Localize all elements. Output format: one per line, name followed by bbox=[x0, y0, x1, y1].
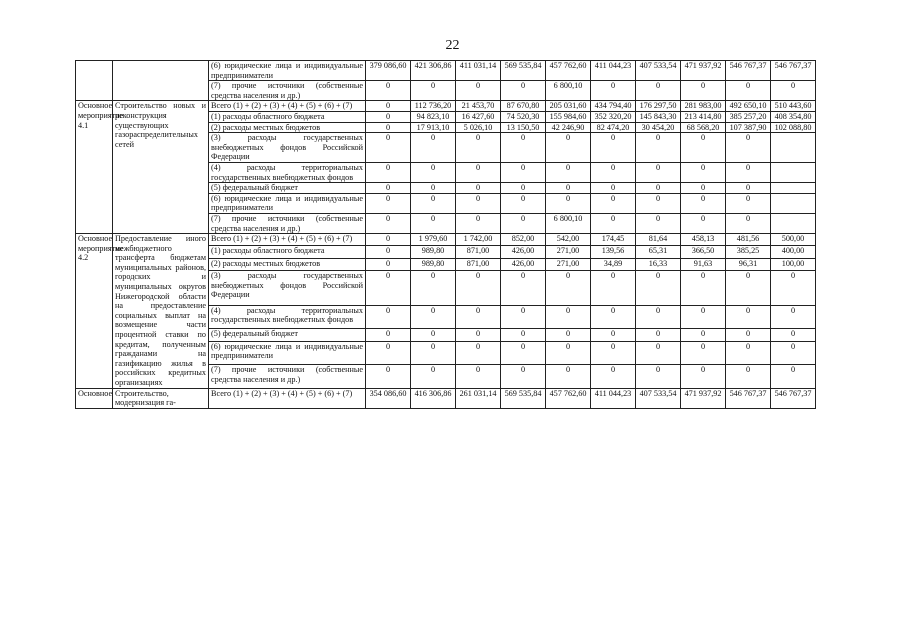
value-cell: 176 297,50 bbox=[636, 101, 681, 112]
value-cell: 385,25 bbox=[726, 246, 771, 258]
value-cell: 852,00 bbox=[501, 234, 546, 246]
value-cell: 0 bbox=[411, 162, 456, 182]
value-cell: 0 bbox=[681, 81, 726, 101]
value-cell: 385 257,20 bbox=[726, 111, 771, 122]
value-cell: 0 bbox=[591, 341, 636, 365]
value-cell: 0 bbox=[366, 111, 411, 122]
value-cell: 91,63 bbox=[681, 258, 726, 270]
value-cell: 0 bbox=[636, 305, 681, 329]
funding-source-cell: (5) федеральный бюджет bbox=[209, 183, 366, 194]
value-cell: 139,56 bbox=[591, 246, 636, 258]
value-cell: 457 762,60 bbox=[546, 388, 591, 408]
value-cell: 569 535,84 bbox=[501, 61, 546, 81]
value-cell: 0 bbox=[591, 213, 636, 233]
value-cell: 546 767,37 bbox=[771, 388, 816, 408]
value-cell: 100,00 bbox=[771, 258, 816, 270]
value-cell: 0 bbox=[591, 81, 636, 101]
value-cell: 0 bbox=[636, 329, 681, 341]
value-cell: 0 bbox=[411, 183, 456, 194]
value-cell: 0 bbox=[501, 193, 546, 213]
value-cell: 471 937,92 bbox=[681, 388, 726, 408]
value-cell: 0 bbox=[366, 133, 411, 163]
value-cell: 0 bbox=[366, 162, 411, 182]
value-cell: 354 086,60 bbox=[366, 388, 411, 408]
value-cell: 0 bbox=[771, 305, 816, 329]
value-cell: 0 bbox=[411, 81, 456, 101]
value-cell: 0 bbox=[411, 193, 456, 213]
value-cell: 0 bbox=[456, 81, 501, 101]
value-cell: 0 bbox=[681, 193, 726, 213]
value-cell: 0 bbox=[726, 183, 771, 194]
value-cell: 16 427,60 bbox=[456, 111, 501, 122]
value-cell: 0 bbox=[456, 133, 501, 163]
value-cell: 0 bbox=[501, 341, 546, 365]
table-row bbox=[76, 234, 816, 246]
value-cell: 400,00 bbox=[771, 246, 816, 258]
value-cell: 0 bbox=[366, 365, 411, 389]
value-cell: 0 bbox=[456, 183, 501, 194]
event-name-cell bbox=[113, 61, 209, 101]
value-cell: 0 bbox=[591, 365, 636, 389]
funding-source-cell: (1) расходы областного бюджета bbox=[209, 246, 366, 258]
value-cell: 0 bbox=[681, 213, 726, 233]
value-cell: 352 320,20 bbox=[591, 111, 636, 122]
value-cell: 408 354,80 bbox=[771, 111, 816, 122]
value-cell: 989,80 bbox=[411, 246, 456, 258]
value-cell: 0 bbox=[591, 133, 636, 163]
value-cell: 0 bbox=[411, 329, 456, 341]
value-cell: 74 520,30 bbox=[501, 111, 546, 122]
value-cell bbox=[771, 183, 816, 194]
table-row bbox=[76, 101, 816, 112]
value-cell: 0 bbox=[771, 81, 816, 101]
value-cell: 471 937,92 bbox=[681, 61, 726, 81]
value-cell: 0 bbox=[591, 183, 636, 194]
value-cell: 34,89 bbox=[591, 258, 636, 270]
value-cell: 0 bbox=[636, 213, 681, 233]
funding-source-cell: (1) расходы областного бюджета bbox=[209, 111, 366, 122]
value-cell: 0 bbox=[366, 271, 411, 306]
funding-source-cell: (2) расходы местных бюджетов bbox=[209, 122, 366, 133]
value-cell: 0 bbox=[546, 365, 591, 389]
event-name-cell: Предоставление иного межбюджетного трансферта бюджетам муниципальных районов, городских и муниципальных округов Нижегородской области на предоставление социальных выплат на возмещение части процентной ставки по кредитам, полученным гражданами на газификацию жилья в российских кредитных организациях bbox=[113, 234, 209, 389]
value-cell: 0 bbox=[726, 193, 771, 213]
value-cell: 174,45 bbox=[591, 234, 636, 246]
value-cell: 416 306,86 bbox=[411, 388, 456, 408]
value-cell: 0 bbox=[726, 341, 771, 365]
value-cell: 82 474,20 bbox=[591, 122, 636, 133]
value-cell: 0 bbox=[546, 305, 591, 329]
funding-source-cell: (4) расходы территориальных государственных внебюджетных фондов bbox=[209, 162, 366, 182]
value-cell: 434 794,40 bbox=[591, 101, 636, 112]
value-cell: 155 984,60 bbox=[546, 111, 591, 122]
value-cell: 0 bbox=[366, 329, 411, 341]
value-cell: 411 044,23 bbox=[591, 61, 636, 81]
value-cell: 0 bbox=[681, 183, 726, 194]
value-cell: 569 535,84 bbox=[501, 388, 546, 408]
value-cell: 0 bbox=[366, 183, 411, 194]
value-cell: 0 bbox=[456, 329, 501, 341]
value-cell: 17 913,10 bbox=[411, 122, 456, 133]
value-cell: 271,00 bbox=[546, 246, 591, 258]
value-cell: 0 bbox=[636, 341, 681, 365]
value-cell bbox=[771, 162, 816, 182]
value-cell: 0 bbox=[456, 193, 501, 213]
funding-source-cell: Всего (1) + (2) + (3) + (4) + (5) + (6) + (7) bbox=[209, 234, 366, 246]
funding-source-cell: (6) юридические лица и индивидуальные предприниматели bbox=[209, 61, 366, 81]
value-cell: 0 bbox=[591, 329, 636, 341]
value-cell: 546 767,37 bbox=[726, 388, 771, 408]
value-cell: 65,31 bbox=[636, 246, 681, 258]
value-cell: 0 bbox=[411, 305, 456, 329]
value-cell: 205 031,60 bbox=[546, 101, 591, 112]
value-cell: 0 bbox=[636, 162, 681, 182]
value-cell: 261 031,14 bbox=[456, 388, 501, 408]
value-cell: 0 bbox=[546, 329, 591, 341]
value-cell: 500,00 bbox=[771, 234, 816, 246]
event-name-cell: Строительство, модернизация га- bbox=[113, 388, 209, 408]
funding-source-cell: (7) прочие источники (собственные средства населения и др.) bbox=[209, 365, 366, 389]
value-cell: 94 823,10 bbox=[411, 111, 456, 122]
event-code-cell: Основное мероприятие 4.1 bbox=[76, 101, 113, 234]
value-cell: 546 767,37 bbox=[771, 61, 816, 81]
value-cell: 0 bbox=[366, 213, 411, 233]
value-cell: 30 454,20 bbox=[636, 122, 681, 133]
value-cell: 411 044,23 bbox=[591, 388, 636, 408]
value-cell: 0 bbox=[366, 122, 411, 133]
value-cell: 102 088,80 bbox=[771, 122, 816, 133]
funding-source-cell: Всего (1) + (2) + (3) + (4) + (5) + (6) + (7) bbox=[209, 388, 366, 408]
value-cell: 457 762,60 bbox=[546, 61, 591, 81]
value-cell: 96,31 bbox=[726, 258, 771, 270]
funding-source-cell: (7) прочие источники (собственные средства населения и др.) bbox=[209, 81, 366, 101]
value-cell: 0 bbox=[771, 365, 816, 389]
value-cell: 0 bbox=[366, 81, 411, 101]
funding-source-cell: (4) расходы территориальных государственных внебюджетных фондов bbox=[209, 305, 366, 329]
table-row bbox=[76, 61, 816, 81]
value-cell: 0 bbox=[456, 162, 501, 182]
value-cell: 0 bbox=[456, 213, 501, 233]
value-cell: 0 bbox=[591, 193, 636, 213]
value-cell: 0 bbox=[366, 234, 411, 246]
value-cell: 426,00 bbox=[501, 258, 546, 270]
value-cell: 492 650,10 bbox=[726, 101, 771, 112]
value-cell: 0 bbox=[411, 271, 456, 306]
value-cell: 16,33 bbox=[636, 258, 681, 270]
value-cell: 0 bbox=[636, 81, 681, 101]
value-cell: 0 bbox=[501, 133, 546, 163]
value-cell: 145 843,30 bbox=[636, 111, 681, 122]
value-cell: 871,00 bbox=[456, 258, 501, 270]
value-cell: 21 453,70 bbox=[456, 101, 501, 112]
value-cell: 0 bbox=[411, 213, 456, 233]
value-cell: 542,00 bbox=[546, 234, 591, 246]
value-cell: 0 bbox=[546, 341, 591, 365]
value-cell: 0 bbox=[366, 193, 411, 213]
value-cell: 0 bbox=[411, 365, 456, 389]
value-cell: 0 bbox=[636, 193, 681, 213]
value-cell: 0 bbox=[636, 183, 681, 194]
value-cell: 0 bbox=[681, 341, 726, 365]
funding-source-cell: Всего (1) + (2) + (3) + (4) + (5) + (6) + (7) bbox=[209, 101, 366, 112]
value-cell: 0 bbox=[771, 271, 816, 306]
value-cell: 0 bbox=[501, 365, 546, 389]
value-cell: 5 026,10 bbox=[456, 122, 501, 133]
value-cell: 426,00 bbox=[501, 246, 546, 258]
event-code-cell: Основное мероприятие 4.2 bbox=[76, 234, 113, 389]
value-cell: 0 bbox=[501, 271, 546, 306]
value-cell: 0 bbox=[636, 133, 681, 163]
value-cell: 271,00 bbox=[546, 258, 591, 270]
value-cell: 6 800,10 bbox=[546, 213, 591, 233]
value-cell: 0 bbox=[366, 246, 411, 258]
value-cell: 366,50 bbox=[681, 246, 726, 258]
value-cell: 0 bbox=[726, 329, 771, 341]
value-cell: 13 150,50 bbox=[501, 122, 546, 133]
value-cell: 0 bbox=[546, 162, 591, 182]
value-cell: 0 bbox=[366, 305, 411, 329]
value-cell: 107 387,90 bbox=[726, 122, 771, 133]
value-cell: 0 bbox=[366, 341, 411, 365]
value-cell: 0 bbox=[591, 305, 636, 329]
value-cell: 0 bbox=[636, 271, 681, 306]
value-cell: 0 bbox=[591, 162, 636, 182]
event-code-cell: Основное bbox=[76, 388, 113, 408]
value-cell: 0 bbox=[501, 183, 546, 194]
value-cell: 81,64 bbox=[636, 234, 681, 246]
funding-table bbox=[75, 60, 816, 409]
value-cell: 546 767,37 bbox=[726, 61, 771, 81]
funding-source-cell: (5) федеральный бюджет bbox=[209, 329, 366, 341]
value-cell: 281 983,00 bbox=[681, 101, 726, 112]
value-cell: 0 bbox=[591, 271, 636, 306]
value-cell: 0 bbox=[546, 133, 591, 163]
value-cell: 0 bbox=[726, 365, 771, 389]
value-cell: 0 bbox=[501, 81, 546, 101]
funding-source-cell: (6) юридические лица и индивидуальные предприниматели bbox=[209, 341, 366, 365]
value-cell: 0 bbox=[546, 193, 591, 213]
value-cell: 0 bbox=[411, 133, 456, 163]
value-cell: 411 031,14 bbox=[456, 61, 501, 81]
value-cell: 0 bbox=[366, 101, 411, 112]
value-cell: 0 bbox=[501, 329, 546, 341]
value-cell: 0 bbox=[546, 271, 591, 306]
value-cell: 6 800,10 bbox=[546, 81, 591, 101]
value-cell: 0 bbox=[456, 271, 501, 306]
value-cell: 458,13 bbox=[681, 234, 726, 246]
value-cell: 0 bbox=[636, 365, 681, 389]
value-cell bbox=[771, 193, 816, 213]
value-cell: 0 bbox=[726, 305, 771, 329]
value-cell: 0 bbox=[681, 162, 726, 182]
value-cell: 0 bbox=[366, 258, 411, 270]
value-cell: 0 bbox=[726, 213, 771, 233]
value-cell bbox=[771, 213, 816, 233]
funding-source-cell: (2) расходы местных бюджетов bbox=[209, 258, 366, 270]
value-cell: 0 bbox=[681, 305, 726, 329]
value-cell: 407 533,54 bbox=[636, 388, 681, 408]
value-cell: 0 bbox=[771, 341, 816, 365]
value-cell: 42 246,90 bbox=[546, 122, 591, 133]
value-cell: 379 086,60 bbox=[366, 61, 411, 81]
value-cell: 0 bbox=[681, 133, 726, 163]
value-cell: 421 306,86 bbox=[411, 61, 456, 81]
event-name-cell: Строительство новых и реконструкция существующих газораспределительных сетей bbox=[113, 101, 209, 234]
value-cell: 112 736,20 bbox=[411, 101, 456, 112]
value-cell: 989,80 bbox=[411, 258, 456, 270]
value-cell: 0 bbox=[456, 305, 501, 329]
value-cell: 1 979,60 bbox=[411, 234, 456, 246]
value-cell: 68 568,20 bbox=[681, 122, 726, 133]
value-cell: 0 bbox=[501, 213, 546, 233]
table-row bbox=[76, 388, 816, 408]
funding-source-cell: (6) юридические лица и индивидуальные предприниматели bbox=[209, 193, 366, 213]
value-cell: 0 bbox=[726, 271, 771, 306]
value-cell: 0 bbox=[411, 341, 456, 365]
value-cell: 0 bbox=[501, 162, 546, 182]
value-cell: 510 443,60 bbox=[771, 101, 816, 112]
value-cell: 0 bbox=[501, 305, 546, 329]
value-cell: 0 bbox=[726, 162, 771, 182]
value-cell: 0 bbox=[681, 271, 726, 306]
value-cell: 87 670,80 bbox=[501, 101, 546, 112]
value-cell: 481,56 bbox=[726, 234, 771, 246]
page-number: 22 bbox=[445, 38, 460, 53]
value-cell: 407 533,54 bbox=[636, 61, 681, 81]
value-cell: 0 bbox=[546, 183, 591, 194]
value-cell: 1 742,00 bbox=[456, 234, 501, 246]
funding-source-cell: (7) прочие источники (собственные средства населения и др.) bbox=[209, 213, 366, 233]
value-cell: 871,00 bbox=[456, 246, 501, 258]
funding-source-cell: (3) расходы государственных внебюджетных фондов Российской Федерации bbox=[209, 271, 366, 306]
value-cell: 0 bbox=[726, 133, 771, 163]
value-cell: 0 bbox=[681, 329, 726, 341]
value-cell: 0 bbox=[726, 81, 771, 101]
value-cell: 0 bbox=[456, 341, 501, 365]
value-cell: 0 bbox=[771, 329, 816, 341]
funding-source-cell: (3) расходы государственных внебюджетных фондов Российской Федерации bbox=[209, 133, 366, 163]
value-cell: 0 bbox=[456, 365, 501, 389]
value-cell: 213 414,80 bbox=[681, 111, 726, 122]
event-code-cell bbox=[76, 61, 113, 101]
value-cell: 0 bbox=[681, 365, 726, 389]
value-cell bbox=[771, 133, 816, 163]
